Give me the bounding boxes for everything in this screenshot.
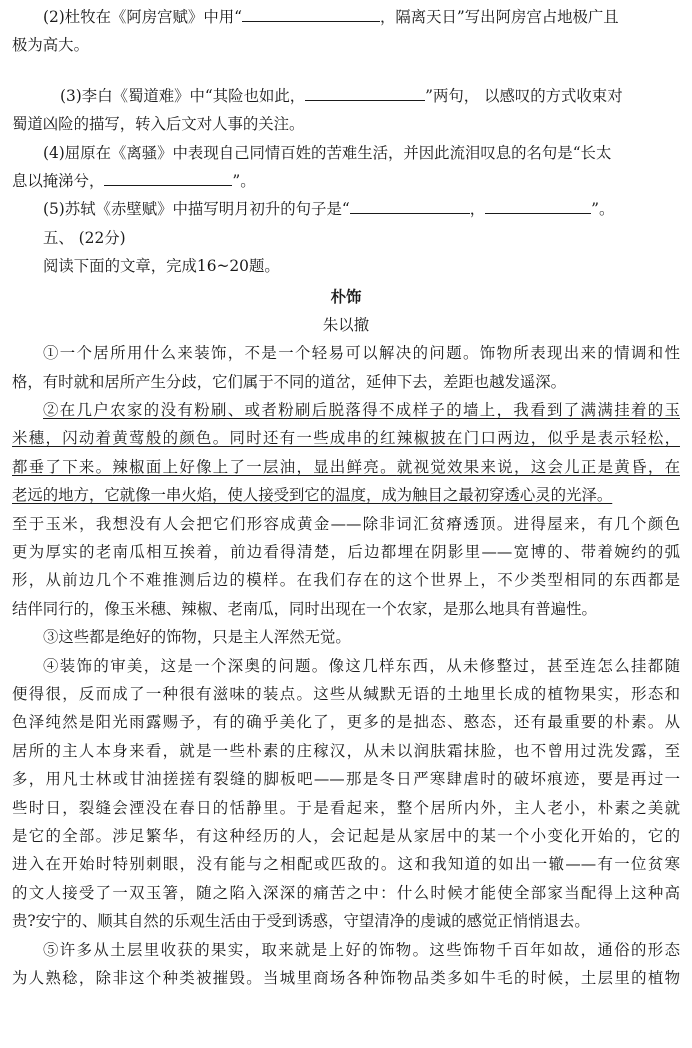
- question-3-line-2: 蜀道凶险的描写，转入后文对人事的关注。: [12, 115, 305, 134]
- paragraph-2-line-5: 至于玉米，我想没有人会把它们形容成黄金——除非词汇贫瘠透顶。进得屋来，有几个颜色: [12, 514, 680, 533]
- section-heading: 五、 (22分): [43, 228, 126, 247]
- paragraph-4-line-5: 多，用凡士林或甘油搓搓有裂缝的脚板吧——那是冬日严寒肆虐时的破坏痕迹，要是再过一: [12, 770, 680, 789]
- question-5-text-c: ”。: [591, 200, 615, 219]
- paragraph-1-line-2: 格，有时就和居所产生分歧，它们属于不同的道岔，延伸下去，差距也越发遥深。: [12, 372, 567, 391]
- paragraph-2-line-8: 结伴同行的，像玉米穗、辣椒、老南瓜，同时出现在一个农家，是那么地具有普遍性。: [12, 599, 597, 618]
- paragraph-4-line-3: 色泽纯然是阳光雨露赐予，有的确乎美化了，更多的是拙态、憨态，还有最重要的朴素。从: [12, 713, 680, 732]
- question-3-line-1: [12, 82, 680, 110]
- paragraph-3: ③这些都是绝好的饰物，只是主人浑然无觉。: [43, 628, 351, 647]
- question-5-text-a: (5)苏轼《赤壁赋》中描写明月初升的句子是“: [43, 200, 350, 219]
- paragraph-5-line-2: 为人熟稔，除非这个种类被摧毁。当城里商场各种饰物品类多如牛毛的时候，土层里的植物: [12, 968, 680, 987]
- underlined-text: 老远的地方，它就像一串火焰，使人接受到它的温度，成为触目之最初穿透心灵的光泽。: [12, 486, 613, 505]
- paragraph-2-line-1: [12, 396, 680, 424]
- article-title: 朴饰: [330, 287, 362, 306]
- paragraph-4-line-8: 进入在开始时特别刺眼，没有能与之相配或匹敌的。这和我知道的如出一辙——有一位贫寒: [12, 855, 680, 874]
- question-4-text-b: ”。: [232, 171, 256, 190]
- paragraph-2-line-6: 更为厚实的老南瓜相互挨着，前边看得清楚，后边都埋在阴影里——宽博的、带着婉约的弧: [12, 543, 680, 562]
- underlined-text: 就视觉效果来说，这会儿正是黄昏，在: [396, 457, 680, 476]
- answer-blank: [104, 171, 232, 186]
- underlined-text: 米穗，闪动着黄莺般的颜色。: [12, 429, 230, 448]
- question-5-text-b: ，: [469, 200, 486, 219]
- section-instruction: 阅读下面的文章，完成16~20题。: [43, 257, 280, 276]
- article-author: 朱以撤: [322, 315, 370, 334]
- question-2-line-1: [12, 3, 680, 31]
- question-4-text-a: 息以掩涕兮，: [12, 171, 105, 190]
- underlined-text: 都垂了下来。: [12, 457, 113, 476]
- paragraph-2-line-3: [12, 453, 680, 481]
- question-4-line-1: (4)屈原在《离骚》中表现自己同情百姓的苦难生活，并因此流泪叹息的名句是“长太: [43, 143, 612, 162]
- paragraph-4-line-9: 的文人接受了一双玉箸，随之陷入深深的痛苦之中：什么时候才能使全部家当配得上这种高: [12, 883, 680, 902]
- underlined-text: ②在几户农家的没有粉刷、或者粉刷后脱落得不成样子的墙上，我看到了满满挂着的玉: [43, 401, 680, 420]
- answer-blank: [305, 86, 425, 101]
- question-5-line-1: [12, 195, 680, 223]
- question-4-line-2: [12, 167, 680, 195]
- paragraph-4-line-7: 是它的全部。涉足繁华，有这种经历的人，会记起是从家居中的某一个小变化开始的，它的: [12, 826, 680, 845]
- answer-blank: [485, 199, 591, 214]
- paragraph-2-line-4: [12, 481, 680, 509]
- question-2-text-b: ，隔离天日”写出阿房宫占地极广且: [379, 8, 619, 26]
- paragraph-1-line-1: ①一个居所用什么来装饰，不是一个轻易可以解决的问题。饰物所表现出来的情调和性: [43, 344, 680, 363]
- paragraph-4-line-10: 贵?安宁的、顺其自然的乐观生活由于受到诱惑，守望清净的虔诚的感觉正悄悄退去。: [12, 912, 590, 931]
- paragraph-4-line-1: ④装饰的审美，这是一个深奥的问题。像这几样东西，从未修整过，甚至连怎么挂都随: [43, 656, 680, 675]
- underlined-text: 辣椒面上好像上了一层油，显出鲜亮。: [112, 457, 397, 476]
- paragraph-2-line-7: 形，从前边几个不难推测后边的模样。在我们存在的这个世界上，不少类型相同的东西都是: [12, 571, 680, 590]
- paragraph-4-line-4: 居所的主人本身来看，就是一些朴素的庄稼汉，从未以润肤霜抹脸，也不曾用过洗发露，至: [12, 741, 680, 760]
- answer-blank: [350, 199, 470, 214]
- question-3-text-b: ”两句， 以感叹的方式收束对: [425, 86, 623, 105]
- paragraph-2-line-2: [12, 424, 680, 452]
- question-2-line-2: 极为高大。: [12, 36, 89, 55]
- paragraph-4-line-2: 便得很，反而成了一种很有滋味的装点。这些从缄默无语的土地里长成的植物果实，形态和: [12, 684, 680, 703]
- underlined-text: 同时还有一些成串的红辣椒披在门口两边，似乎是表示轻松，: [229, 429, 680, 448]
- paragraph-4-line-6: 些时日，裂缝会湮没在春日的恬静里。于是看起来，整个居所内外，主人老小，朴素之美就: [12, 798, 680, 817]
- question-3-text-a: (3)李白《蜀道难》中“其险也如此，: [60, 86, 306, 105]
- spacer: [12, 60, 680, 82]
- answer-blank: [242, 7, 380, 22]
- paragraph-5-line-1: ⑤许多从土层里收获的果实，取来就是上好的饰物。这些饰物千百年如故，通俗的形态: [43, 940, 680, 959]
- question-2-text-a: (2)杜牧在《阿房宫赋》中用“: [43, 8, 242, 26]
